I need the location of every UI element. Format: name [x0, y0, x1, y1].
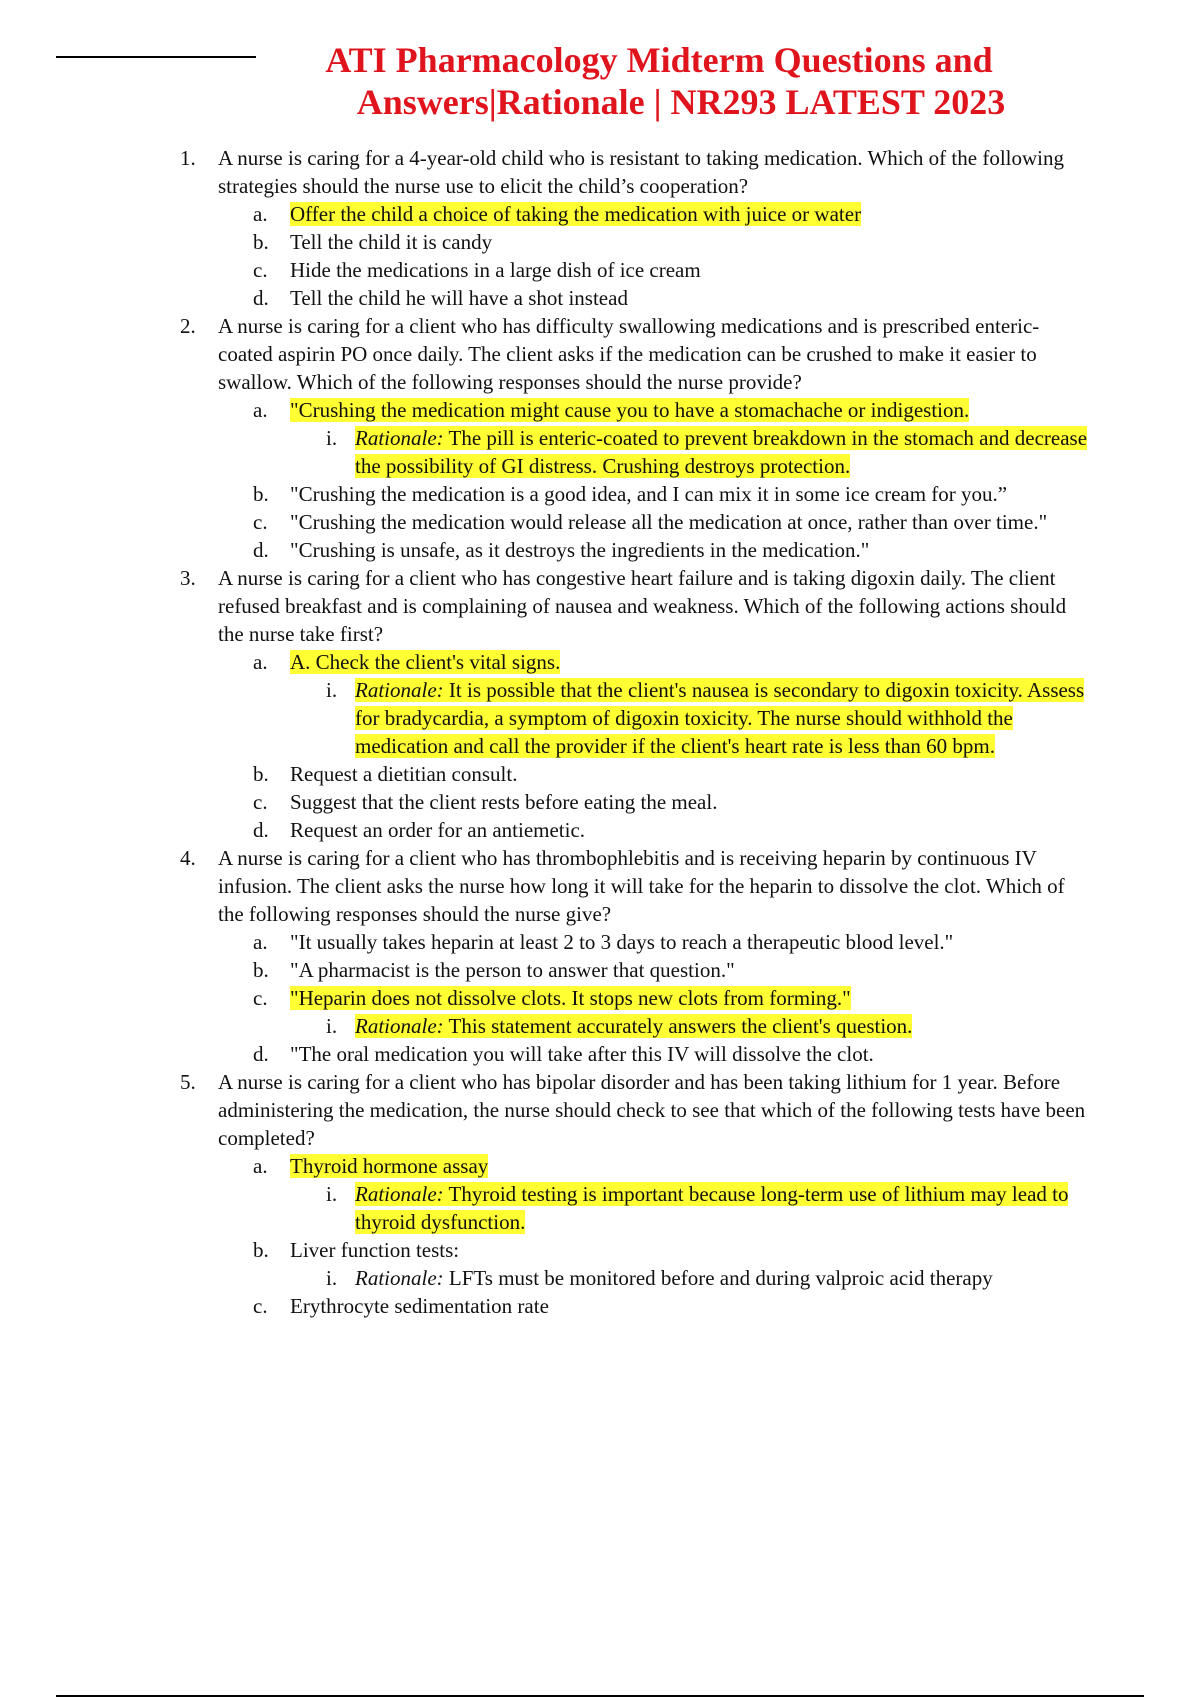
- bottom-rule: [56, 1695, 1144, 1697]
- option-text: Tell the child he will have a shot instead: [290, 286, 628, 310]
- option-letter: d.: [253, 818, 269, 842]
- answer-option: [253, 480, 1090, 508]
- answer-option-correct: [253, 396, 1090, 424]
- option-text: "A pharmacist is the person to answer that question.": [290, 958, 735, 982]
- answer-option: [253, 256, 1090, 284]
- rationale-label: Rationale:: [355, 426, 444, 450]
- answer-options: [253, 928, 1090, 1068]
- answer-option-correct: [253, 984, 1090, 1012]
- answer-option: [253, 536, 1090, 564]
- option-text: Hide the medications in a large dish of ice cream: [290, 258, 701, 282]
- rationale: [326, 424, 1090, 480]
- option-letter: b.: [253, 958, 269, 982]
- answer-options: [253, 1152, 1090, 1320]
- option-letter: c.: [253, 258, 268, 282]
- question-3: [180, 564, 1090, 844]
- answer-option: [253, 284, 1090, 312]
- questions: [180, 144, 1090, 1320]
- answer-option: [253, 1236, 1090, 1264]
- option-text: Tell the child it is candy: [290, 230, 493, 254]
- question-stem: A nurse is caring for a 4-year-old child who is resistant to taking medication. Which of the following strategies should the nurse use to elicit the child’s cooperation?: [218, 146, 1064, 198]
- option-letter: c.: [253, 790, 268, 814]
- rationale-text: LFTs must be monitored before and during valproic acid therapy: [443, 1266, 993, 1290]
- option-letter: c.: [253, 1294, 268, 1318]
- answer-option-correct: [253, 648, 1090, 676]
- answer-option-correct: [253, 1152, 1090, 1180]
- rationale-number: i.: [326, 678, 338, 702]
- rationale: [326, 1180, 1090, 1236]
- rationale-body: [355, 678, 1084, 758]
- option-letter: b.: [253, 1238, 269, 1262]
- rationale-body: [355, 1182, 1068, 1234]
- answer-option: [253, 816, 1090, 844]
- option-letter: b.: [253, 482, 269, 506]
- option-text: Liver function tests:: [290, 1238, 460, 1262]
- answer-option: [253, 956, 1090, 984]
- option-text: "Heparin does not dissolve clots. It stops new clots from forming.": [290, 986, 851, 1010]
- option-text: "It usually takes heparin at least 2 to 3 days to reach a therapeutic blood level.": [290, 930, 954, 954]
- answer-option: [253, 788, 1090, 816]
- option-text: Erythrocyte sedimentation rate: [290, 1294, 549, 1318]
- rationale-label: Rationale:: [355, 1182, 444, 1206]
- option-letter: b.: [253, 762, 269, 786]
- title-line-1: ATI Pharmacology Midterm Questions and: [325, 40, 993, 80]
- option-text: "Crushing is unsafe, as it destroys the ingredients in the medication.": [290, 538, 870, 562]
- question-2: [180, 312, 1090, 564]
- question-stem: A nurse is caring for a client who has difficulty swallowing medications and is prescribed enteric-coated aspirin PO once daily. The client asks if the medication can be crushed to make it easier to swallow. Which of the following responses should the nurse provide?: [218, 314, 1040, 394]
- option-text: Suggest that the client rests before eating the meal.: [290, 790, 718, 814]
- rationale-body: [355, 1266, 993, 1290]
- question-stem: A nurse is caring for a client who has bipolar disorder and has been taking lithium for 1 year. Before administering the medication, the nurse should check to see that which of the following tests have been completed?: [218, 1070, 1086, 1150]
- answer-options: [253, 648, 1090, 844]
- rationale-body: [355, 1014, 912, 1038]
- answer-option: [253, 508, 1090, 536]
- rationale-label: Rationale:: [355, 678, 444, 702]
- option-text: Request a dietitian consult.: [290, 762, 518, 786]
- answer-option: [253, 1040, 1090, 1068]
- option-letter: d.: [253, 286, 269, 310]
- option-letter: c.: [253, 510, 268, 534]
- option-text: A. Check the client's vital signs.: [290, 650, 561, 674]
- rationale-number: i.: [326, 1182, 338, 1206]
- answer-option: [253, 228, 1090, 256]
- option-letter: c.: [253, 986, 268, 1010]
- option-letter: b.: [253, 230, 269, 254]
- option-text: "Crushing the medication is a good idea, and I can mix it in some ice cream for you.”: [290, 482, 1008, 506]
- question-1: [180, 144, 1090, 312]
- answer-options: [253, 396, 1090, 564]
- question-number: 3.: [180, 566, 196, 590]
- rationale-body: [355, 426, 1087, 478]
- question-number: 2.: [180, 314, 196, 338]
- rationale-number: i.: [326, 1014, 338, 1038]
- option-letter: a.: [253, 930, 268, 954]
- title-line-2: Answers|Rationale | NR293 LATEST 2023: [356, 82, 1006, 122]
- rationale-text: The pill is enteric-coated to prevent breakdown in the stomach and decrease the possibility of GI distress. Crushing destroys protection.: [355, 426, 1088, 478]
- option-text: "Crushing the medication would release all the medication at once, rather than over time.": [290, 510, 1048, 534]
- answer-option: [253, 1292, 1090, 1320]
- answer-option-correct: [253, 200, 1090, 228]
- question-number: 5.: [180, 1070, 196, 1094]
- rationale-label: Rationale:: [355, 1014, 444, 1038]
- question-4: [180, 844, 1090, 1068]
- option-letter: a.: [253, 650, 268, 674]
- question-number: 4.: [180, 846, 196, 870]
- option-letter: a.: [253, 202, 268, 226]
- rationale: [326, 676, 1090, 760]
- question-list: [180, 144, 1090, 1320]
- rationale-label: Rationale:: [355, 1266, 444, 1290]
- answer-option: [253, 760, 1090, 788]
- question-stem: A nurse is caring for a client who has congestive heart failure and is taking digoxin daily. The client refused breakfast and is complaining of nausea and weakness. Which of the following actions should the nurse take first?: [218, 566, 1067, 646]
- rationale-text: It is possible that the client's nausea is secondary to digoxin toxicity. Assess for bradycardia, a symptom of digoxin toxicity. The nurse should withhold the medication and call the provider if the client's heart rate is less than 60 bpm.: [355, 678, 1085, 758]
- rationale: [326, 1264, 1090, 1292]
- page-title: [0, 39, 1200, 123]
- option-letter: a.: [253, 1154, 268, 1178]
- option-letter: d.: [253, 538, 269, 562]
- option-text: "Crushing the medication might cause you to have a stomachache or indigestion.: [290, 398, 970, 422]
- rationale: [326, 1012, 1090, 1040]
- question-stem: A nurse is caring for a client who has thrombophlebitis and is receiving heparin by continuous IV infusion. The client asks the nurse how long it will take for the heparin to dissolve the clot. Which of the following responses should the nurse give?: [218, 846, 1065, 926]
- question-5: [180, 1068, 1090, 1320]
- answer-option: [253, 928, 1090, 956]
- rationale-number: i.: [326, 426, 338, 450]
- rationale-number: i.: [326, 1266, 338, 1290]
- option-text: Thyroid hormone assay: [290, 1154, 489, 1178]
- question-number: 1.: [180, 146, 196, 170]
- option-text: Offer the child a choice of taking the medication with juice or water: [290, 202, 862, 226]
- option-text: "The oral medication you will take after this IV will dissolve the clot.: [290, 1042, 874, 1066]
- rationale-text: Thyroid testing is important because long-term use of lithium may lead to thyroid dysfunction.: [355, 1182, 1069, 1234]
- option-text: Request an order for an antiemetic.: [290, 818, 586, 842]
- answer-options: [253, 200, 1090, 312]
- rationale-text: This statement accurately answers the client's question.: [443, 1014, 913, 1038]
- option-letter: a.: [253, 398, 268, 422]
- option-letter: d.: [253, 1042, 269, 1066]
